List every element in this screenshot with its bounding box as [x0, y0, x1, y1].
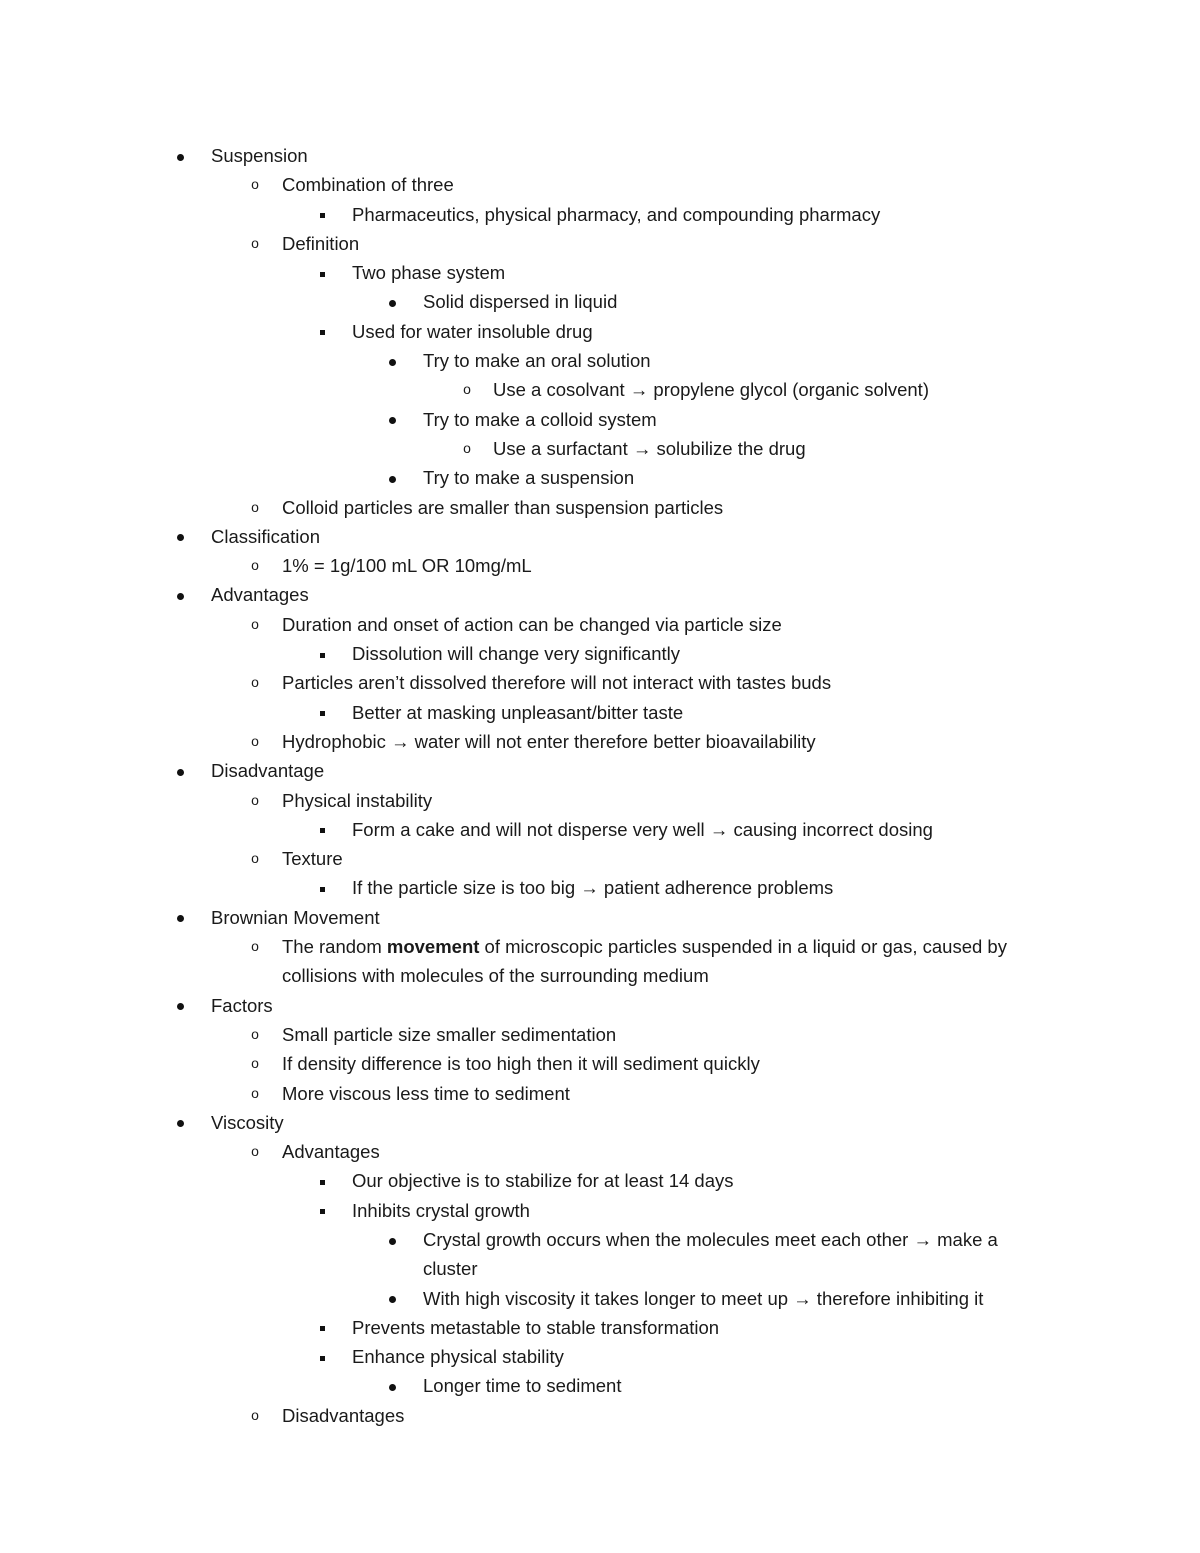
circle-marker-icon: o — [251, 1025, 259, 1042]
square-marker-icon — [312, 698, 332, 727]
outline-item-level-1 — [0, 551, 1200, 580]
circle-marker-icon: o — [463, 439, 471, 456]
outline-item-text: Two phase system — [352, 262, 506, 284]
outline-item-text: Suspension — [211, 145, 308, 166]
outline-item-level-1 — [0, 844, 1200, 873]
outline-item-level-2 — [0, 698, 1200, 727]
outline-item-text: Form a cake and will not disperse very well → causing incorrect dosing — [352, 818, 933, 840]
outline-item-text: Use a surfactant → solubilize the drug — [493, 437, 806, 459]
circle-marker-icon: o — [251, 176, 259, 193]
outline-item-text: Factors — [211, 994, 273, 1016]
circle-marker-icon: o — [251, 850, 259, 867]
outline-item-level-3 — [0, 463, 1200, 492]
square-marker-icon — [312, 1166, 332, 1195]
outline-item-text: Try to make an oral solution — [423, 350, 651, 372]
outline-item-level-2 — [0, 815, 1200, 844]
outline-item-text: Dissolution will change very significantly — [352, 643, 681, 665]
outline-item-level-1 — [0, 493, 1200, 522]
bold-term: movement — [386, 936, 480, 958]
outline-item-level-1 — [0, 727, 1200, 756]
outline-item-level-1 — [0, 1020, 1200, 1049]
outline-item-level-2 — [0, 1342, 1200, 1371]
outline-item-level-0 — [0, 141, 1200, 170]
outline-item-level-2 — [0, 200, 1200, 229]
outline-item-level-1 — [0, 786, 1200, 815]
outline-item-level-0 — [0, 903, 1200, 932]
outline-item-level-0 — [0, 1108, 1200, 1137]
bullet-marker-icon — [170, 991, 190, 1020]
outline-item-level-2 — [0, 1166, 1200, 1195]
bullet-marker-icon — [382, 287, 402, 316]
circle-marker-icon: o — [463, 381, 471, 398]
outline-item-level-3 — [0, 1371, 1200, 1400]
outline-item-text: More viscous less time to sediment — [282, 1082, 570, 1104]
outline-item-text: Inhibits crystal growth — [352, 1199, 530, 1221]
circle-marker-icon: o — [251, 1406, 259, 1423]
outline-item-text: With high viscosity it takes longer to meet up → therefore inhibiting it — [423, 1287, 984, 1309]
outline-item-text: Prevents metastable to stable transformation — [352, 1316, 720, 1338]
outline-item-level-1 — [0, 1049, 1200, 1078]
outline-item-text: Crystal growth occurs when the molecules meet each other → make a cluster — [423, 1228, 998, 1280]
text-segment: The random — [282, 936, 387, 958]
outline-item-text: Enhance physical stability — [352, 1346, 564, 1368]
square-marker-icon — [312, 1342, 332, 1371]
outline-item-level-3 — [0, 1284, 1200, 1313]
outline-item-text: Small particle size smaller sedimentation — [282, 1023, 617, 1045]
square-marker-icon — [312, 1196, 332, 1225]
bullet-marker-icon — [170, 1108, 190, 1137]
outline-item-text: Definition — [282, 232, 360, 254]
bullet-marker-icon — [382, 463, 402, 492]
outline-item-text: If the particle size is too big → patient adherence problems — [352, 877, 834, 899]
outline-item-text: Try to make a colloid system — [423, 408, 657, 430]
outline-item-level-4 — [0, 434, 1200, 463]
circle-marker-icon: o — [251, 498, 259, 515]
circle-marker-icon: o — [251, 234, 259, 251]
circle-marker-icon: o — [251, 1084, 259, 1101]
outline-item-text: Solid dispersed in liquid — [423, 291, 618, 313]
outline-item-level-3 — [0, 287, 1200, 316]
square-marker-icon — [312, 639, 332, 668]
square-marker-icon — [312, 1313, 332, 1342]
outline-item-text: Brownian Movement — [211, 906, 380, 928]
outline-item-level-0 — [0, 991, 1200, 1020]
outline-item-level-1 — [0, 229, 1200, 258]
outline-item-level-3 — [0, 346, 1200, 375]
outline-item-level-2 — [0, 1196, 1200, 1225]
outline-item-level-2 — [0, 1313, 1200, 1342]
outline-item-text: Longer time to sediment — [423, 1375, 622, 1397]
outline-item-level-0 — [0, 522, 1200, 551]
circle-marker-icon: o — [251, 615, 259, 632]
outline-item-text: 1% = 1g/100 mL OR 10mg/mL — [282, 555, 532, 577]
outline-item-text: Disadvantage — [211, 760, 325, 782]
outline-item-text: Combination of three — [282, 174, 454, 196]
outline-item-level-1 — [0, 610, 1200, 639]
outline-item-text: Pharmaceutics, physical pharmacy, and compounding pharmacy — [352, 203, 881, 225]
outline-item-text: Physical instability — [282, 789, 433, 811]
outline-item-text: Use a cosolvant → propylene glycol (organic solvent) — [493, 379, 929, 401]
square-marker-icon — [312, 815, 332, 844]
outline-item-level-1 — [0, 170, 1200, 199]
outline-item-level-1 — [0, 1401, 1200, 1430]
outline-item-level-2 — [0, 317, 1200, 346]
outline-item-level-2 — [0, 639, 1200, 668]
bullet-marker-icon — [170, 756, 190, 785]
outline-item-text: Duration and onset of action can be changed via particle size — [282, 613, 782, 635]
outline-item-text — [282, 932, 1062, 991]
circle-marker-icon: o — [251, 732, 259, 749]
outline-item-text: Disadvantages — [282, 1404, 405, 1426]
outline-item-level-1 — [0, 932, 1200, 991]
bullet-marker-icon — [382, 346, 402, 375]
circle-marker-icon: o — [251, 791, 259, 808]
bullet-marker-icon — [382, 1284, 402, 1313]
square-marker-icon — [312, 258, 332, 287]
outline-item-text: Particles aren’t dissolved therefore will not interact with tastes buds — [282, 672, 832, 694]
outline-item-text: Viscosity — [211, 1111, 284, 1133]
outline-item-level-2 — [0, 873, 1200, 902]
square-marker-icon — [312, 873, 332, 902]
outline-item-level-1 — [0, 1079, 1200, 1108]
bullet-marker-icon — [170, 580, 190, 609]
outline-item-text: Our objective is to stabilize for at least 14 days — [352, 1170, 734, 1192]
square-marker-icon — [312, 200, 332, 229]
outline-item-level-0 — [0, 756, 1200, 785]
circle-marker-icon: o — [251, 938, 259, 955]
bullet-marker-icon — [170, 522, 190, 551]
outline-item-level-3 — [0, 1225, 1200, 1284]
outline-item-level-3 — [0, 405, 1200, 434]
text-segment: of microscopic particles suspended in a liquid or gas, caused by collisions with molecules of the surrounding medium — [282, 936, 1007, 987]
outline-item-text: Classification — [211, 525, 320, 547]
outline-item-text: Advantages — [282, 1141, 380, 1163]
outline-item-text: Advantages — [211, 584, 309, 606]
outline-item-text: Hydrophobic → water will not enter therefore better bioavailability — [282, 730, 816, 752]
outline-item-level-1 — [0, 1137, 1200, 1166]
outline-item-text: Texture — [282, 848, 343, 870]
circle-marker-icon: o — [251, 674, 259, 691]
outline-item-level-4 — [0, 375, 1200, 404]
bullet-marker-icon — [382, 1225, 402, 1254]
outline-item-text: Used for water insoluble drug — [352, 320, 593, 342]
circle-marker-icon: o — [251, 1055, 259, 1072]
outline-item-level-2 — [0, 258, 1200, 287]
document-page — [0, 141, 1200, 1430]
outline-item-text: If density difference is too high then it will sediment quickly — [282, 1053, 760, 1075]
outline-item-text: Colloid particles are smaller than suspension particles — [282, 496, 724, 518]
bullet-marker-icon — [382, 405, 402, 434]
outline-item-text: Try to make a suspension — [423, 467, 635, 489]
outline-item-text: Better at masking unpleasant/bitter taste — [352, 701, 684, 723]
circle-marker-icon: o — [251, 1143, 259, 1160]
bullet-marker-icon — [170, 141, 190, 170]
bullet-marker-icon — [170, 903, 190, 932]
outline-item-level-1 — [0, 668, 1200, 697]
square-marker-icon — [312, 317, 332, 346]
outline-item-level-0 — [0, 580, 1200, 609]
circle-marker-icon: o — [251, 557, 259, 574]
bullet-marker-icon — [382, 1371, 402, 1400]
